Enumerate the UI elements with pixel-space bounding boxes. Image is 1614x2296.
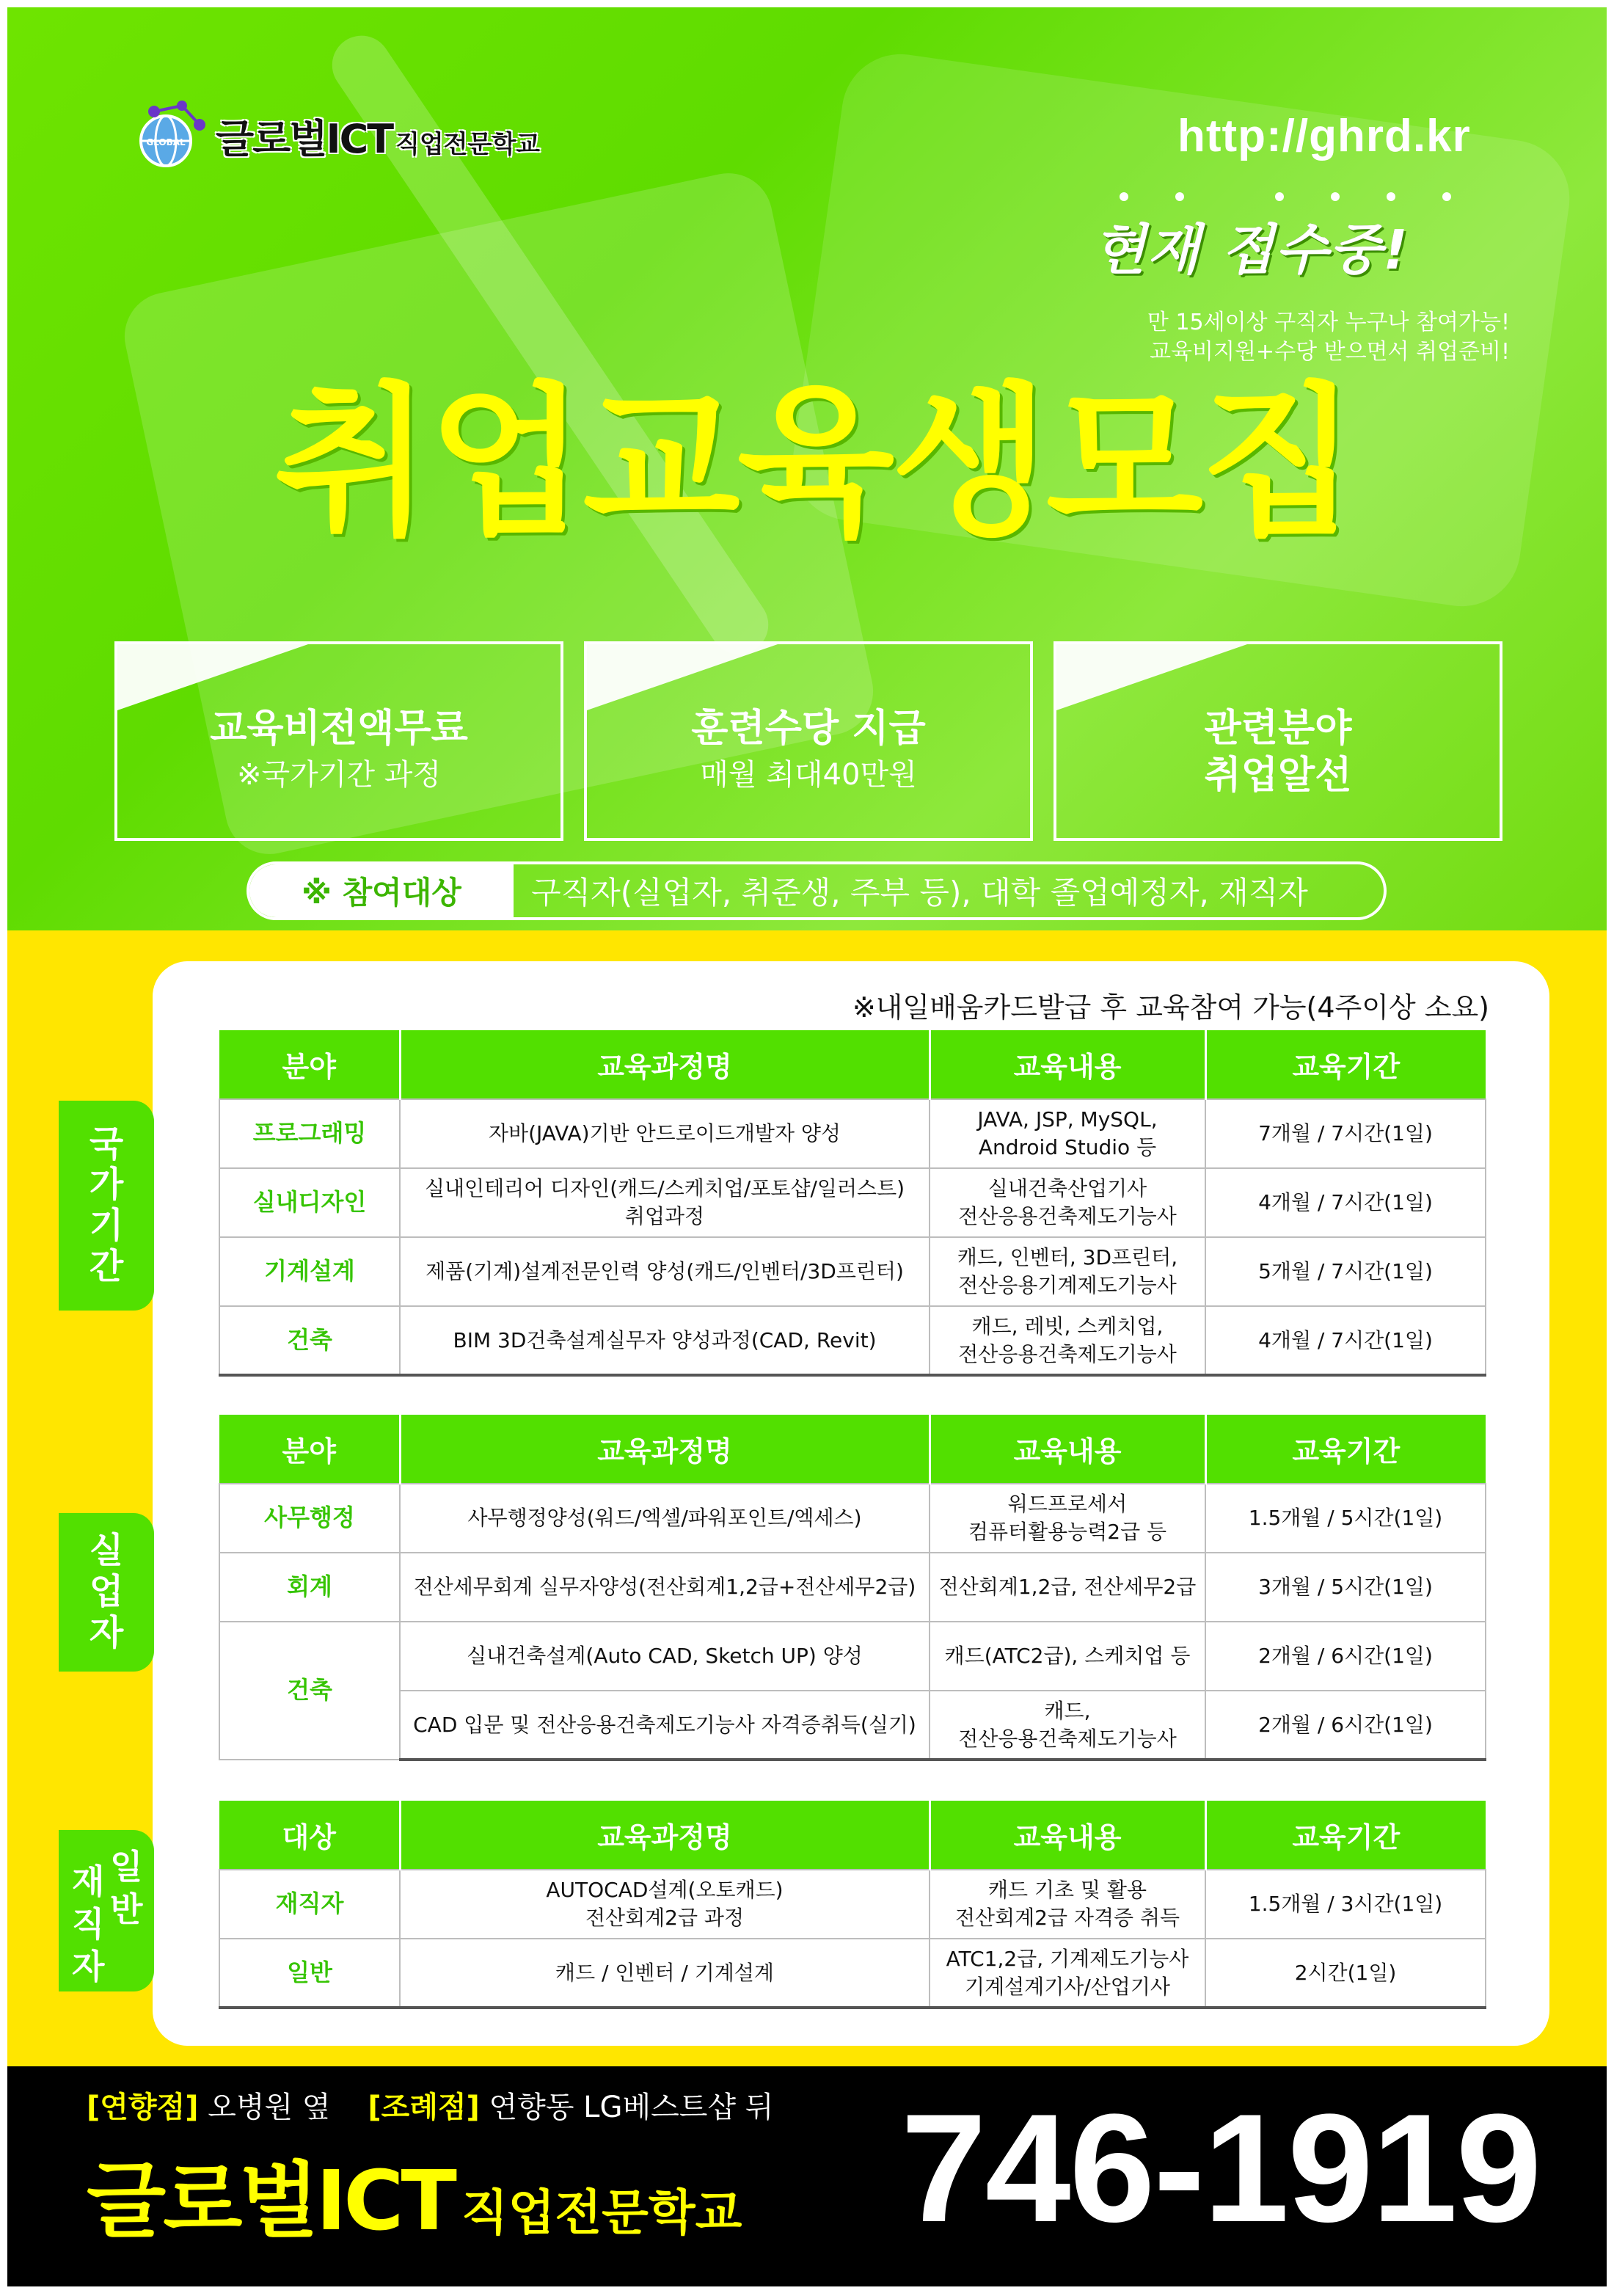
cell-category: 일반 [219, 1939, 400, 2008]
header-period: 교육기간 [1205, 1801, 1486, 1870]
side-char: 업 [89, 1571, 124, 1613]
header-period: 교육기간 [1205, 1415, 1486, 1484]
table-row [219, 1691, 1486, 1760]
table-header-row [219, 1030, 1486, 1099]
logo-badge-text: GLOBAL [146, 137, 186, 147]
cell-content: 캐드, 레빗, 스케치업, 전산응용건축제도기능사 [930, 1306, 1205, 1375]
cell-period: 7개월 / 7시간(1일) [1205, 1099, 1486, 1168]
cell-content: 전산회계1,2급, 전산세무2급 [930, 1553, 1205, 1622]
cell-period: 2시간(1일) [1205, 1939, 1486, 2008]
branch1-label: [연향점] [87, 2091, 199, 2124]
cell-course: BIM 3D건축설계실무자 양성과정(CAD, Revit) [400, 1306, 930, 1375]
side-char: 재 [72, 1862, 105, 1901]
emphasis-dots [1114, 192, 1480, 207]
table-row [219, 1099, 1486, 1168]
cell-content: 캐드 기초 및 활용 전산회계2급 자격증 취득 [930, 1870, 1205, 1939]
cell-period: 5개월 / 7시간(1일) [1205, 1237, 1486, 1306]
eligibility-line: 만 15세이상 구직자 누구나 참여가능! [1147, 310, 1510, 335]
cell-period: 4개월 / 7시간(1일) [1205, 1306, 1486, 1375]
header-target: 대상 [219, 1801, 400, 1870]
cell-period: 2개월 / 6시간(1일) [1205, 1622, 1486, 1691]
cell-period: 1.5개월 / 3시간(1일) [1205, 1870, 1486, 1939]
header-course: 교육과정명 [400, 1415, 930, 1484]
benefit-desc: 취업알선 [1204, 754, 1352, 798]
cell-category: 회계 [219, 1553, 400, 1622]
side-label-employed-general [59, 1830, 154, 1991]
website-url[interactable]: http://ghrd.kr [1177, 111, 1471, 161]
table-row [219, 1939, 1486, 2008]
logo-main-text: 글로벌ICT [216, 115, 393, 162]
table-row [219, 1306, 1486, 1375]
header-content: 교육내용 [930, 1415, 1205, 1484]
benefit-desc: 매월 최대40만원 [700, 758, 917, 792]
table-header-row [219, 1801, 1486, 1870]
cell-course: 실내인테리어 디자인(캐드/스케치업/포토샵/일러스트) 취업과정 [400, 1168, 930, 1237]
table-row [219, 1484, 1486, 1553]
cell-content: ATC1,2급, 기계제도기능사 기계설계기사/산업기사 [930, 1939, 1205, 2008]
header-field: 분야 [219, 1415, 400, 1484]
header-content: 교육내용 [930, 1801, 1205, 1870]
cell-course: CAD 입문 및 전산응용건축제도기능사 자격증취득(실기) [400, 1691, 930, 1760]
header-course: 교육과정명 [400, 1030, 930, 1099]
benefit-desc: ※국가기간 과정 [236, 758, 442, 792]
side-char: 국 [89, 1123, 124, 1165]
table-row [219, 1622, 1486, 1691]
side-char: 반 [110, 1889, 143, 1929]
footer-name-main: 글로벌ICT [87, 2154, 454, 2249]
logo-text [216, 108, 540, 164]
table-row [219, 1168, 1486, 1237]
cell-category: 프로그래밍 [219, 1099, 400, 1168]
footer-school-name [87, 2135, 742, 2253]
eligibility-label: ※ 참여대상 [249, 864, 514, 917]
table-row [219, 1870, 1486, 1939]
table-row [219, 1553, 1486, 1622]
cell-course: 사무행정양성(워드/엑셀/파워포인트/엑세스) [400, 1484, 930, 1553]
cell-course: 캐드 / 인벤터 / 기계설계 [400, 1939, 930, 2008]
benefit-title: 교육비전액무료 [210, 707, 468, 751]
branch2-value: 연향동 LG베스트샵 뒤 [489, 2091, 774, 2124]
eligibility-value: 구직자(실업자, 취준생, 주부 등), 대학 졸업예정자, 재직자 [531, 875, 1308, 911]
phone-number[interactable]: 746-1919 [901, 2082, 1541, 2254]
cell-category: 사무행정 [219, 1484, 400, 1553]
cell-course: AUTOCAD설계(오토캐드) 전산회계2급 과정 [400, 1870, 930, 1939]
now-accepting-label: 현재 접수중! [1093, 219, 1409, 282]
cell-course: 자바(JAVA)기반 안드로이드개발자 양성 [400, 1099, 930, 1168]
header-content: 교육내용 [930, 1030, 1205, 1099]
main-headline: 취업교육생모집 [274, 368, 1355, 558]
cell-content: 실내건축산업기사 전산응용건축제도기능사 [930, 1168, 1205, 1237]
header-course: 교육과정명 [400, 1801, 930, 1870]
cell-period: 4개월 / 7시간(1일) [1205, 1168, 1486, 1237]
cell-category: 건축 [219, 1306, 400, 1375]
cell-course: 실내건축설계(Auto CAD, Sketch UP) 양성 [400, 1622, 930, 1691]
card-note: ※내일배움카드발급 후 교육참여 가능(4주이상 소요) [852, 991, 1489, 1024]
cell-period: 2개월 / 6시간(1일) [1205, 1691, 1486, 1760]
table-row [219, 1237, 1486, 1306]
cell-period: 3개월 / 5시간(1일) [1205, 1553, 1486, 1622]
cell-category: 건축 [219, 1622, 400, 1760]
cell-content: 워드프로세서 컴퓨터활용능력2급 등 [930, 1484, 1205, 1553]
cell-period: 1.5개월 / 5시간(1일) [1205, 1484, 1486, 1553]
branch1-value: 오병원 옆 [208, 2091, 331, 2124]
benefit-title: 관련분야 [1204, 707, 1352, 751]
cell-content: 캐드, 인벤터, 3D프린터, 전산응용기계제도기능사 [930, 1237, 1205, 1306]
cell-course: 전산세무회계 실무자양성(전산회계1,2급+전산세무2급) [400, 1553, 930, 1622]
side-char: 가 [89, 1164, 124, 1206]
benefit-box-job-placement [1054, 641, 1502, 841]
school-logo [129, 95, 540, 176]
side-char: 실 [89, 1530, 124, 1572]
side-label-national [59, 1101, 154, 1311]
branch2-label: [조례점] [368, 2091, 480, 2124]
eligibility-bar [247, 861, 1387, 920]
side-char: 기 [89, 1205, 124, 1246]
header-period: 교육기간 [1205, 1030, 1486, 1099]
cell-category: 실내디자인 [219, 1168, 400, 1237]
benefit-box-allowance [584, 641, 1033, 841]
cell-content: JAVA, JSP, MySQL, Android Studio 등 [930, 1099, 1205, 1168]
cell-category: 재직자 [219, 1870, 400, 1939]
side-char: 자 [72, 1947, 105, 1986]
support-line: 교육비지원+수당 받으면서 취업준비! [1150, 339, 1510, 365]
side-char: 간 [89, 1245, 124, 1287]
cell-course: 제품(기계)설계전문인력 양성(캐드/인벤터/3D프린터) [400, 1237, 930, 1306]
branch-locations [87, 2084, 773, 2126]
side-char: 자 [89, 1611, 124, 1653]
globe-logo-icon [129, 95, 210, 176]
logo-sub-text: 직업전문학교 [395, 129, 541, 159]
side-char: 일 [110, 1847, 143, 1887]
header-field: 분야 [219, 1030, 400, 1099]
side-char: 직 [72, 1904, 105, 1944]
course-table-employed [219, 1801, 1486, 2009]
table-header-row [219, 1415, 1486, 1484]
side-label-unemployed [59, 1513, 154, 1672]
course-table-unemployed [219, 1415, 1486, 1761]
benefit-title: 훈련수당 지급 [691, 707, 926, 751]
cell-content: 캐드, 전산응용건축제도기능사 [930, 1691, 1205, 1760]
course-table-national [219, 1030, 1486, 1377]
cell-category: 기계설계 [219, 1237, 400, 1306]
footer-name-sub: 직업전문학교 [461, 2184, 742, 2241]
cell-content: 캐드(ATC2급), 스케치업 등 [930, 1622, 1205, 1691]
benefit-box-free-tuition [114, 641, 563, 841]
poster [7, 7, 1607, 2286]
